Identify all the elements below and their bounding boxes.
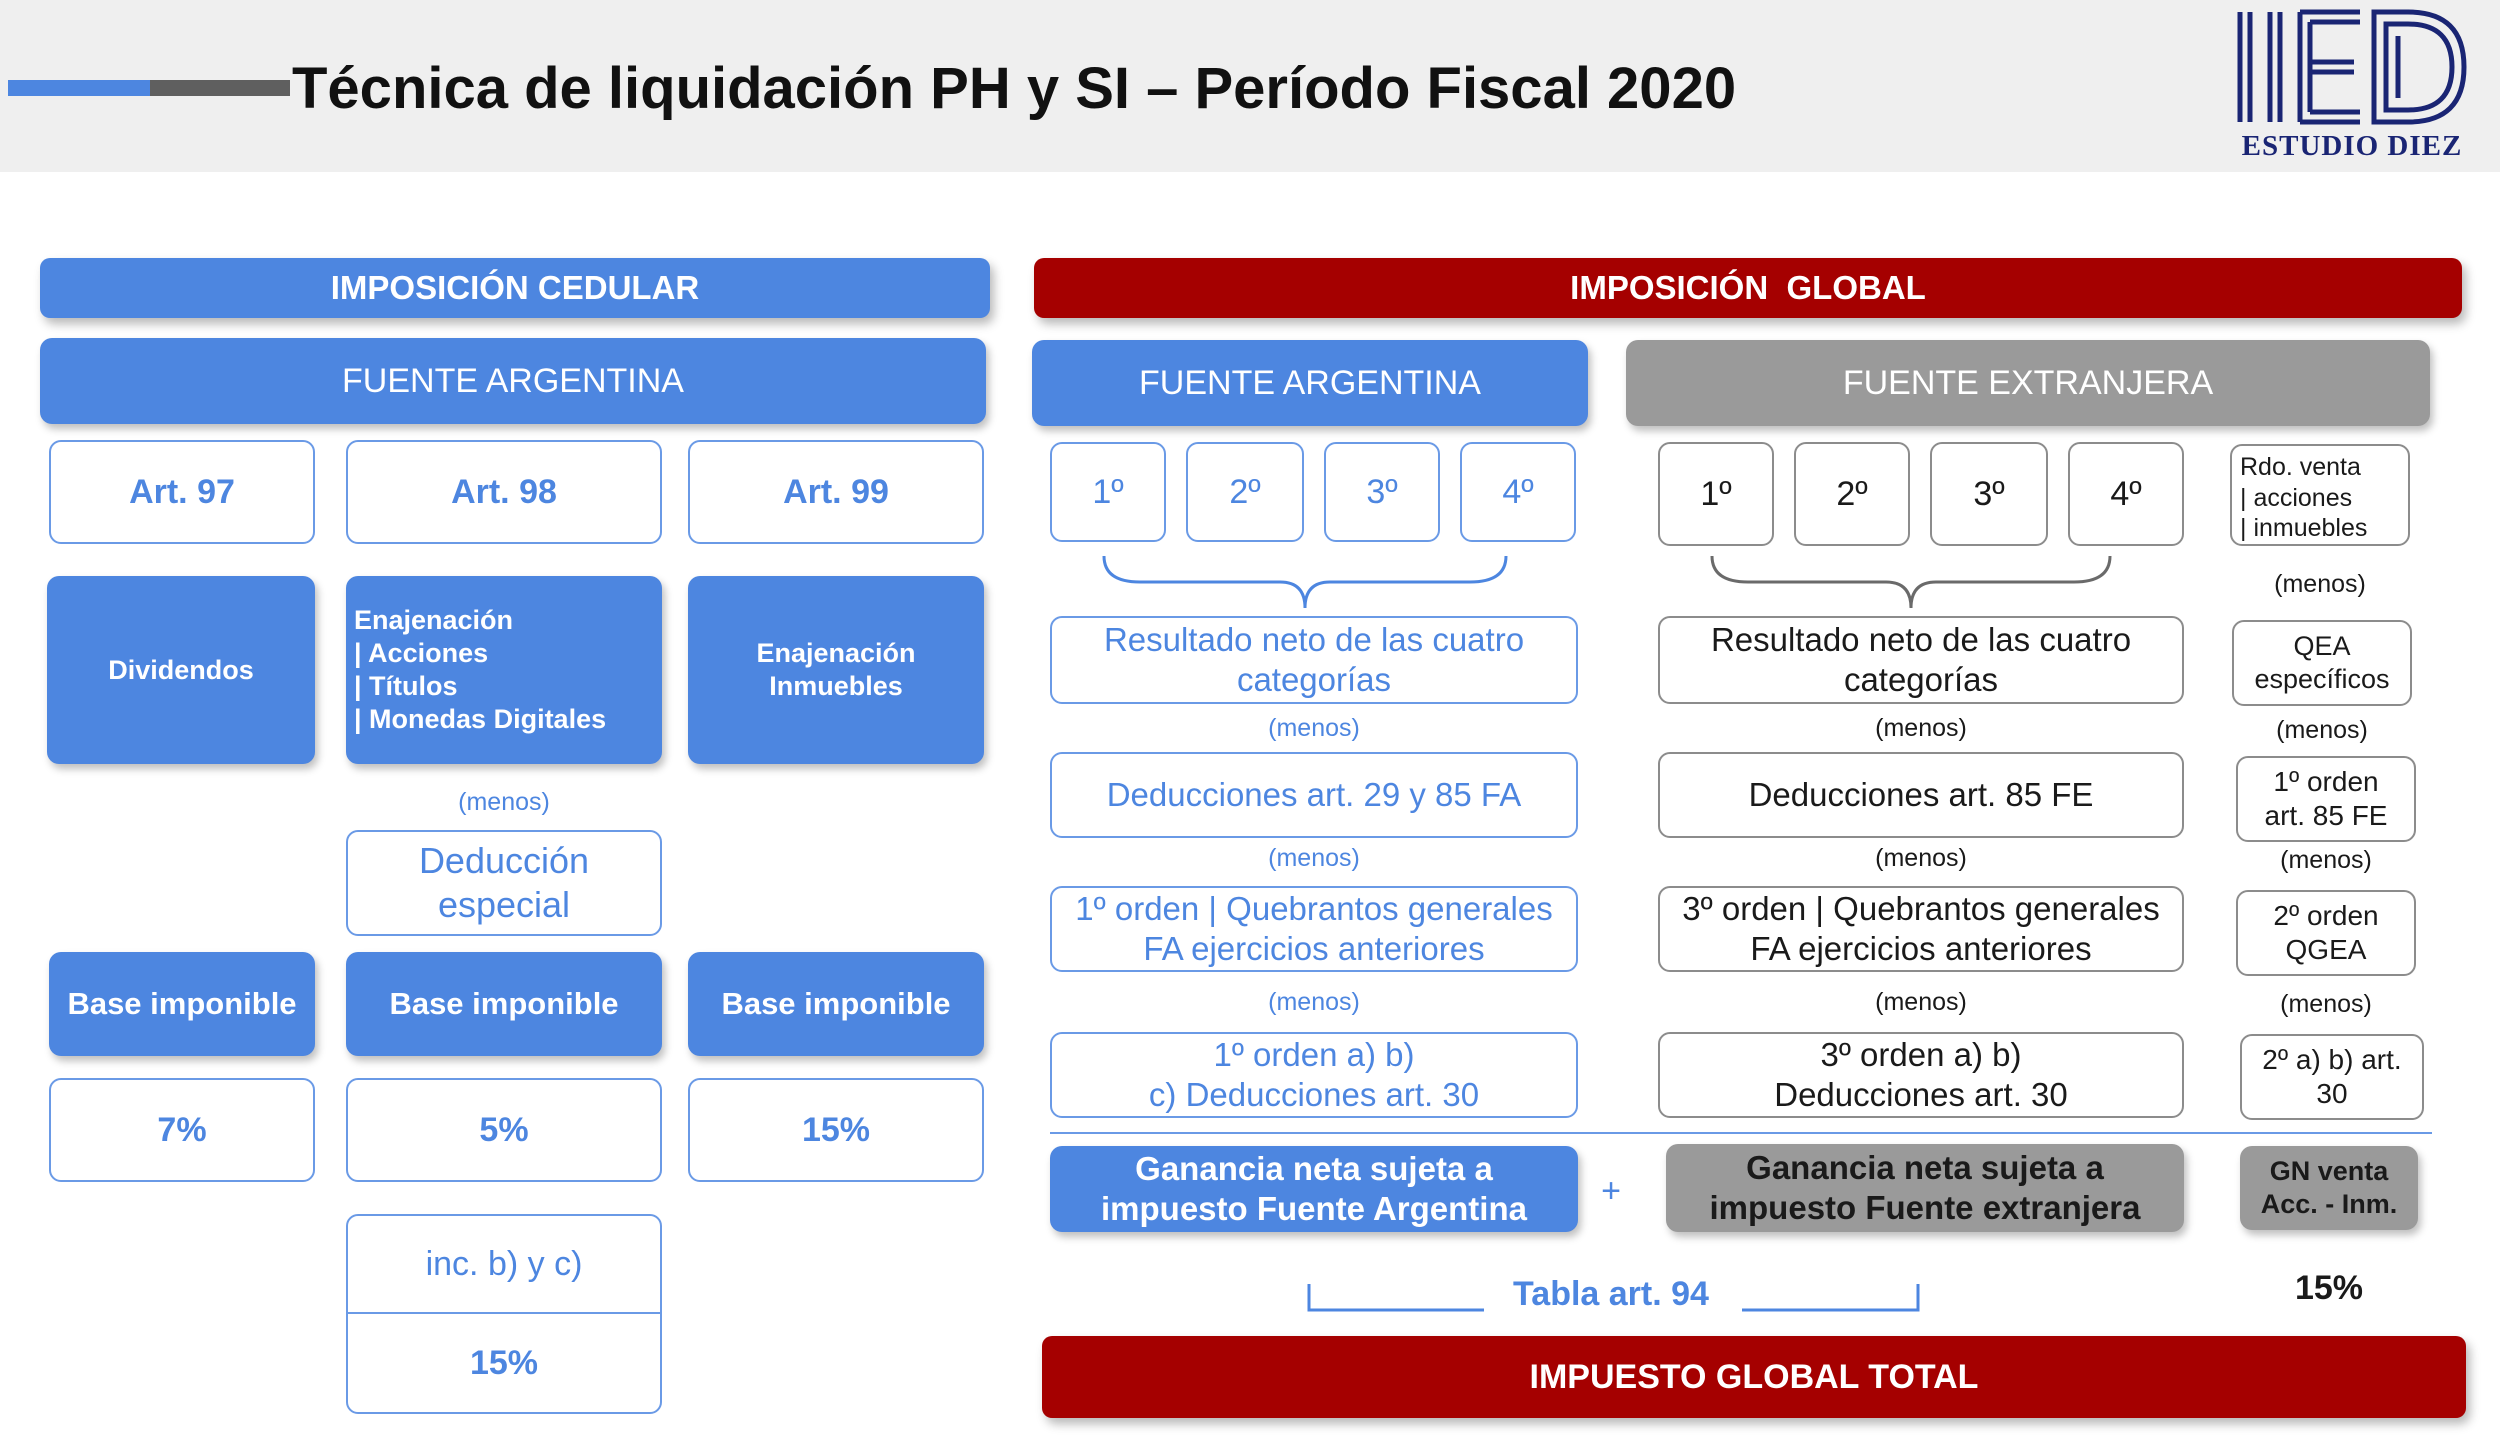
fe-brace-icon bbox=[1708, 552, 2114, 612]
fe-deducciones: Deducciones art. 85 FE bbox=[1658, 752, 2184, 838]
art97-label: Art. 97 bbox=[49, 440, 315, 544]
art98-inc-rate: 15% bbox=[469, 1343, 539, 1382]
qea-especificos: QEA específicos bbox=[2232, 620, 2412, 706]
art98-inc-box bbox=[346, 1214, 662, 1414]
rdo-venta-box: Rdo. venta | acciones | inmuebles bbox=[2230, 444, 2410, 546]
art97-base-imponible: Base imponible bbox=[49, 952, 315, 1056]
accent-bar-blue bbox=[8, 80, 150, 96]
fe-category-3: 3º bbox=[1930, 442, 2048, 546]
deduccion-especial: Deducción especial bbox=[346, 830, 662, 936]
fe-quebrantos: 3º orden | Quebrantos generales FA ejercicios anteriores bbox=[1658, 886, 2184, 972]
cedular-fuente-argentina: FUENTE ARGENTINA bbox=[40, 338, 986, 424]
dividendos-box: Dividendos bbox=[47, 576, 315, 764]
enajenacion-acciones-box: Enajenación | Acciones | Títulos | Monedas Digitales bbox=[346, 576, 662, 764]
art98-inc-label: inc. b) y c) bbox=[348, 1216, 660, 1314]
tabla-bracket-left-icon bbox=[1306, 1280, 1486, 1314]
fe-category-1: 1º bbox=[1658, 442, 1774, 546]
fa-menos-1: (menos) bbox=[1268, 714, 1360, 742]
page-title: Técnica de liquidación PH y SI – Período Fiscal 2020 bbox=[292, 55, 1737, 121]
art98-menos: (menos) bbox=[458, 788, 550, 816]
fe-category-2: 2º bbox=[1794, 442, 1910, 546]
fa-brace-icon bbox=[1100, 552, 1510, 612]
fa-category-4: 4º bbox=[1460, 442, 1576, 542]
fe-resultado-neto: Resultado neto de las cuatro categorías bbox=[1658, 616, 2184, 704]
impuesto-global-total: IMPUESTO GLOBAL TOTAL bbox=[1042, 1336, 2466, 1418]
cedular-banner: IMPOSICIÓN CEDULAR bbox=[40, 258, 990, 318]
fa-menos-2: (menos) bbox=[1268, 844, 1360, 872]
fa-deducciones-art30: 1º orden a) b) c) Deducciones art. 30 bbox=[1050, 1032, 1578, 1118]
art98-label: Art. 98 bbox=[346, 440, 662, 544]
logo-text: ESTUDIO DIEZ bbox=[2241, 130, 2463, 162]
tabla-art94: Tabla art. 94 bbox=[1513, 1274, 1709, 1313]
fa-category-1: 1º bbox=[1050, 442, 1166, 542]
fe-category-4: 4º bbox=[2068, 442, 2184, 546]
global-fuente-extranjera: FUENTE EXTRANJERA bbox=[1626, 340, 2430, 426]
gn-venta-box: GN venta Acc. - Inm. bbox=[2240, 1146, 2418, 1230]
orden-1-art85: 1º orden art. 85 FE bbox=[2236, 756, 2416, 842]
enajenacion-inmuebles-box: Enajenación Inmuebles bbox=[688, 576, 984, 764]
orden-2-qgea: 2º orden QGEA bbox=[2236, 890, 2416, 976]
art98-base-imponible: Base imponible bbox=[346, 952, 662, 1056]
fe-menos-1: (menos) bbox=[1875, 714, 1967, 742]
plus-sign: + bbox=[1601, 1171, 1621, 1210]
art97-rate: 7% bbox=[49, 1078, 315, 1182]
orden-2-art30: 2º a) b) art. 30 bbox=[2240, 1034, 2424, 1120]
fe-menos-2: (menos) bbox=[1875, 844, 1967, 872]
accent-bar-gray bbox=[150, 80, 290, 96]
fa-quebrantos: 1º orden | Quebrantos generales FA ejercicios anteriores bbox=[1050, 886, 1578, 972]
venta-menos-1: (menos) bbox=[2274, 570, 2366, 598]
venta-menos-4: (menos) bbox=[2280, 990, 2372, 1018]
art99-rate: 15% bbox=[688, 1078, 984, 1182]
art98-rate: 5% bbox=[346, 1078, 662, 1182]
venta-menos-2: (menos) bbox=[2276, 716, 2368, 744]
gn-venta-rate: 15% bbox=[2294, 1268, 2364, 1307]
venta-menos-3: (menos) bbox=[2280, 846, 2372, 874]
art99-base-imponible: Base imponible bbox=[688, 952, 984, 1056]
fa-deducciones: Deducciones art. 29 y 85 FA bbox=[1050, 752, 1578, 838]
fe-ganancia-neta: Ganancia neta sujeta a impuesto Fuente extranjera bbox=[1666, 1144, 2184, 1232]
art99-label: Art. 99 bbox=[688, 440, 984, 544]
fa-category-2: 2º bbox=[1186, 442, 1304, 542]
fe-deducciones-art30: 3º orden a) b) Deducciones art. 30 bbox=[1658, 1032, 2184, 1118]
fa-resultado-neto: Resultado neto de las cuatro categorías bbox=[1050, 616, 1578, 704]
global-fuente-argentina: FUENTE ARGENTINA bbox=[1032, 340, 1588, 426]
tabla-bracket-right-icon bbox=[1740, 1280, 1922, 1314]
fa-ganancia-neta: Ganancia neta sujeta a impuesto Fuente Argentina bbox=[1050, 1146, 1578, 1232]
global-banner: IMPOSICIÓN GLOBAL bbox=[1034, 258, 2462, 318]
fe-menos-3: (menos) bbox=[1875, 988, 1967, 1016]
global-separator-line bbox=[1050, 1132, 2432, 1134]
fa-menos-3: (menos) bbox=[1268, 988, 1360, 1016]
fa-category-3: 3º bbox=[1324, 442, 1440, 542]
